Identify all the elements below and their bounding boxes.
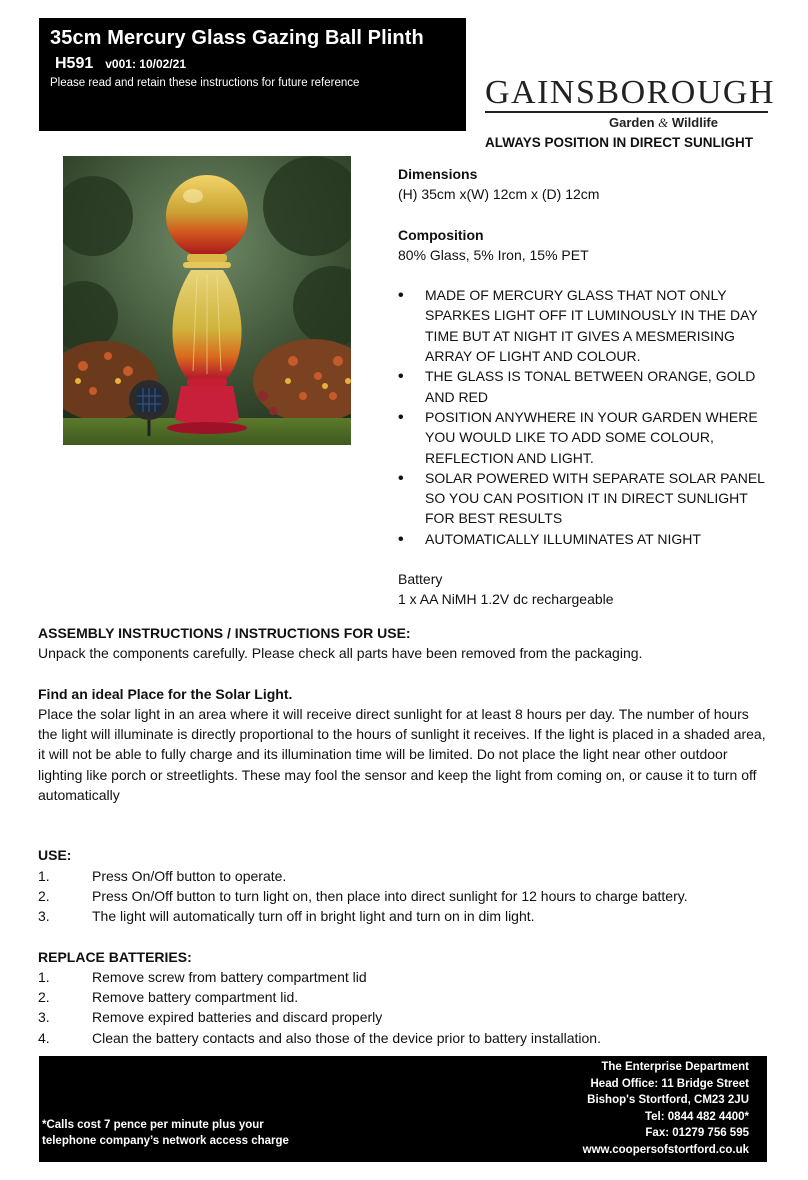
step-number: 2. bbox=[38, 887, 50, 904]
website-link[interactable]: www.coopersofstortford.co.uk bbox=[582, 1143, 749, 1156]
bullet-icon bbox=[398, 366, 406, 387]
fax: Fax: 01279 756 595 bbox=[645, 1127, 749, 1139]
step-text: Remove screw from battery compartment lid bbox=[92, 968, 367, 985]
bullet-icon bbox=[398, 529, 406, 550]
placement-text: Place the solar light in an area where it will receive direct sunlight for at least 8 hours per day. The number of hours the light will illuminate is directly proportional to the hours of sunlight it receives. If the light is placed in a shaded area, it will not be able to fully charge and its illumination time will be limited. Do not place the light near other outdoor lighting like porch or streetlights. These may fool the sensor and keep the light from coming on, or cause it to turn off automatically bbox=[38, 705, 766, 804]
step-text: The light will automatically turn off in bright light and turn on in dim light. bbox=[92, 908, 535, 925]
composition-value: 80% Glass, 5% Iron, 15% PET bbox=[398, 246, 589, 263]
product-specifications bbox=[398, 164, 768, 610]
product-code: H591 bbox=[55, 55, 94, 72]
placement-heading: Find an ideal Place for the Solar Light. bbox=[38, 685, 293, 702]
dimensions-heading: Dimensions bbox=[398, 166, 478, 182]
telephone: Tel: 0844 482 4400* bbox=[644, 1110, 749, 1123]
feature-text: AUTOMATICALLY ILLUMINATES AT NIGHT bbox=[425, 530, 701, 547]
battery-steps bbox=[38, 967, 772, 1048]
battery-step bbox=[38, 987, 772, 1007]
brand-subtitle-ampersand: & bbox=[658, 115, 669, 130]
step-number: 3. bbox=[38, 908, 50, 925]
battery-step bbox=[38, 967, 772, 987]
bullet-icon bbox=[398, 468, 406, 489]
call-cost-note-line: telephone company’s network access charge bbox=[42, 1135, 289, 1147]
brand-logo bbox=[485, 74, 776, 131]
battery-value: 1 x AA NiMH 1.2V dc rechargeable bbox=[398, 591, 614, 608]
use-heading: USE: bbox=[38, 847, 72, 864]
call-cost-note bbox=[42, 1117, 322, 1149]
brand-subtitle bbox=[485, 115, 768, 131]
battery-step bbox=[38, 1028, 772, 1048]
feature-list bbox=[398, 285, 768, 549]
step-number: 1. bbox=[38, 867, 50, 884]
composition-heading: Composition bbox=[398, 226, 484, 243]
brand-subtitle-wildlife: Wildlife bbox=[671, 115, 718, 130]
step-text: Remove battery compartment lid. bbox=[92, 989, 299, 1006]
dimensions-value: (H) 35cm x(W) 12cm x (D) 12cm bbox=[398, 186, 600, 203]
sunlight-note: ALWAYS POSITION IN DIRECT SUNLIGHT bbox=[485, 135, 754, 150]
feature-text: MADE OF MERCURY GLASS THAT NOT ONLY SPARKES LIGHT OFF IT LUMINOUSLY IN THE DAY TIME BUT AT NIGHT IT GIVES A MESMERISING ARRAY OF LIGHT AND COLOUR. bbox=[425, 287, 758, 365]
department-name: The Enterprise Department bbox=[601, 1061, 749, 1073]
town-postcode: Bishop's Stortford, CM23 2JU bbox=[587, 1094, 749, 1106]
contact-details bbox=[583, 1059, 749, 1158]
assembly-text: Unpack the components carefully. Please check all parts have been removed from the packaging. bbox=[38, 645, 643, 662]
footer-box bbox=[39, 1056, 767, 1162]
step-number: 4. bbox=[38, 1029, 50, 1046]
use-steps bbox=[38, 866, 772, 927]
bullet-icon bbox=[398, 285, 406, 306]
feature-text: POSITION ANYWHERE IN YOUR GARDEN WHERE YOU WOULD LIKE TO ADD SOME COLOUR, REFLECTION AND LIGHT. bbox=[425, 408, 758, 466]
bullet-icon bbox=[398, 407, 406, 428]
feature-text: SOLAR POWERED WITH SEPARATE SOLAR PANEL SO YOU CAN POSITION IT IN DIRECT SUNLIGHT FOR BEST RESULTS bbox=[425, 469, 765, 527]
step-text: Press On/Off button to operate. bbox=[92, 867, 287, 884]
step-number: 2. bbox=[38, 989, 50, 1006]
product-photo bbox=[63, 156, 351, 445]
feature-text: THE GLASS IS TONAL BETWEEN ORANGE, GOLD AND RED bbox=[425, 368, 756, 405]
header-box bbox=[39, 18, 466, 131]
document-version: v001: 10/02/21 bbox=[105, 57, 186, 71]
replace-batteries-heading: REPLACE BATTERIES: bbox=[38, 948, 192, 965]
battery-heading: Battery bbox=[398, 571, 443, 588]
step-number: 1. bbox=[38, 968, 50, 985]
brand-subtitle-garden: Garden bbox=[609, 115, 655, 130]
feature-item bbox=[398, 468, 768, 529]
instructions bbox=[38, 623, 772, 1048]
call-cost-note-line: *Calls cost 7 pence per minute plus your bbox=[42, 1119, 264, 1131]
assembly-heading: ASSEMBLY INSTRUCTIONS / INSTRUCTIONS FOR USE: bbox=[38, 625, 411, 641]
step-text: Press On/Off button to turn light on, then place into direct sunlight for 12 hours to charge battery. bbox=[92, 887, 688, 904]
step-number: 3. bbox=[38, 1009, 50, 1026]
step-text: Clean the battery contacts and also those of the device prior to battery installation. bbox=[92, 1029, 601, 1046]
battery-step bbox=[38, 1007, 772, 1027]
product-code-row bbox=[55, 55, 466, 73]
use-step bbox=[38, 866, 772, 886]
brand-name: GAINSBOROUGH bbox=[485, 74, 776, 111]
retain-instructions-note: Please read and retain these instructions for future reference bbox=[50, 77, 360, 89]
product-title: 35cm Mercury Glass Gazing Ball Plinth bbox=[50, 27, 424, 49]
use-step bbox=[38, 886, 772, 906]
feature-item bbox=[398, 407, 768, 468]
feature-item bbox=[398, 366, 768, 407]
feature-item bbox=[398, 285, 768, 366]
use-step bbox=[38, 906, 772, 926]
product-photo-illustration bbox=[63, 156, 351, 445]
head-office-address: Head Office: 11 Bridge Street bbox=[590, 1077, 749, 1090]
step-text: Remove expired batteries and discard properly bbox=[92, 1009, 383, 1026]
feature-item bbox=[398, 529, 768, 549]
